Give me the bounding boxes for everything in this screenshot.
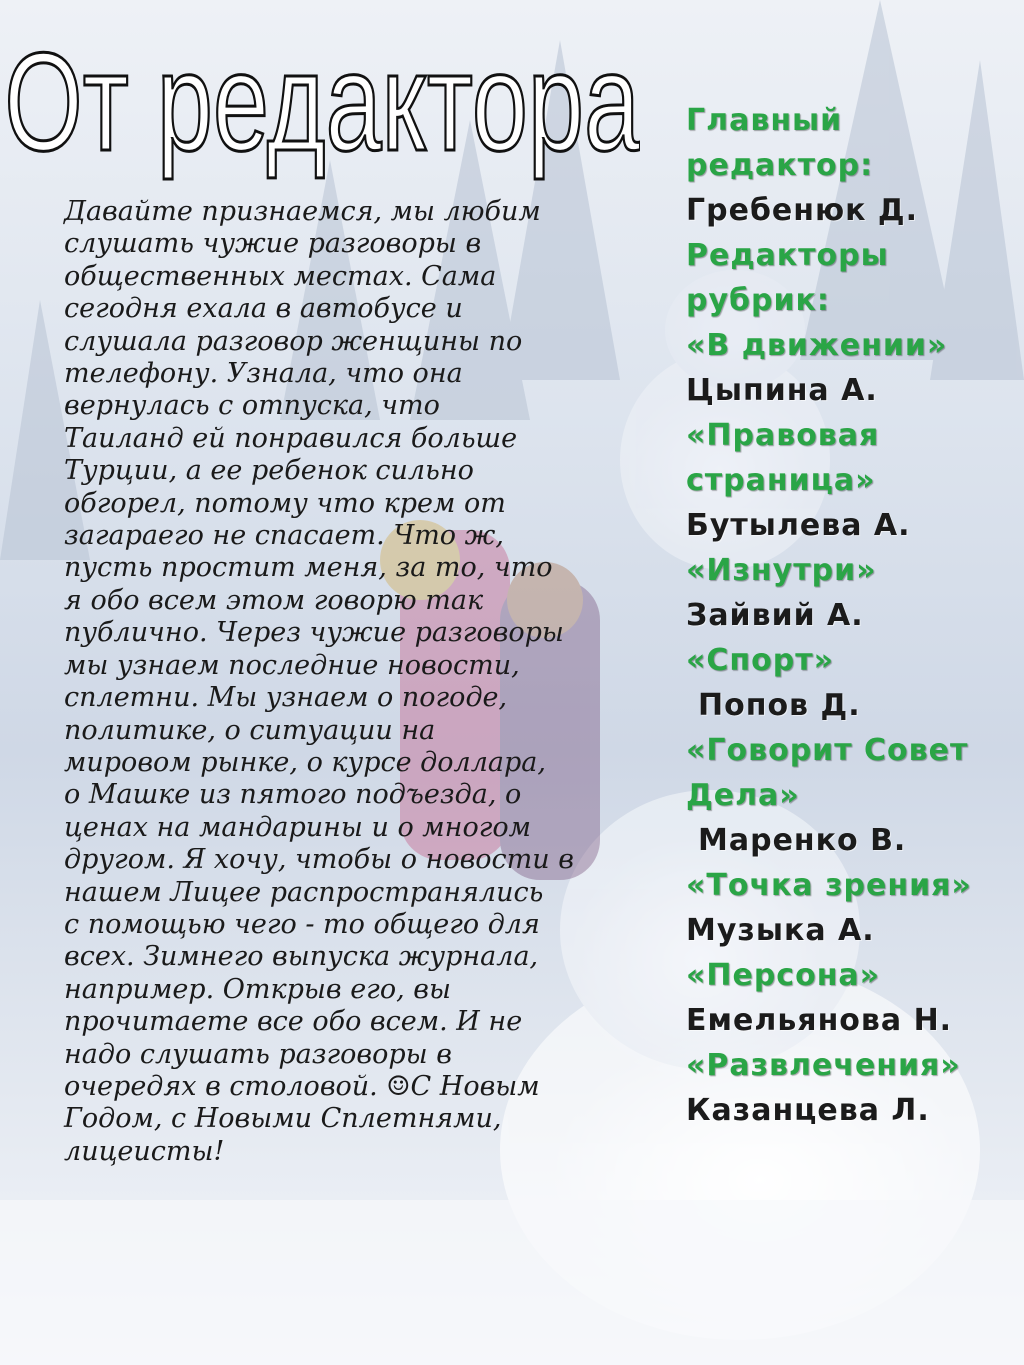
text-line: Турции, а ее ребенок сильно <box>64 455 474 487</box>
text-line: телефону. Узнала, что она <box>64 358 463 390</box>
rubric-name: «В движении» <box>686 328 948 363</box>
text-line: другом. Я хочу, чтобы о новости в <box>64 844 574 876</box>
text-line: обгорел, потому что крем от <box>64 487 506 519</box>
editor-name: Цыпина А. <box>686 373 878 408</box>
editor-name: Попов Д. <box>698 688 861 723</box>
text-line: пусть простит меня, за то, что <box>64 552 553 584</box>
chief-editor-name: Гребенюк Д. <box>686 193 919 228</box>
text-line: очередях в столовой. ☺С Новым <box>64 1070 540 1102</box>
rubric-name: страница» <box>686 463 876 498</box>
rubric-name: «Персона» <box>686 958 881 993</box>
editorial-staff-list <box>686 98 1016 1133</box>
text-line: нашем Лицее распространялись <box>64 876 544 908</box>
text-line: мировом рынке, о курсе доллара, <box>64 746 546 778</box>
text-line: слушать чужие разговоры в <box>64 228 482 260</box>
editor-name: Зайвий А. <box>686 598 864 633</box>
rubric-name: «Правовая <box>686 418 880 453</box>
text-line: Таиланд ей понравился больше <box>64 422 518 454</box>
rubric-name: «Точка зрения» <box>686 868 972 903</box>
text-line: слушала разговор женщины по <box>64 325 523 357</box>
text-line: загараего не спасает. Что ж, <box>64 520 504 552</box>
editor-name: Емельянова Н. <box>686 1003 953 1038</box>
text-line: надо слушать разговоры в <box>64 1038 452 1070</box>
rubric-editors-label: Редакторы <box>686 238 889 273</box>
page-title <box>0 0 640 190</box>
rubric-name: «Изнутри» <box>686 553 877 588</box>
text-line: вернулась с отпуска, что <box>64 390 440 422</box>
text-line: сплетни. Мы узнаем о погоде, <box>64 682 508 714</box>
text-line: сегодня ехала в автобусе и <box>64 293 463 325</box>
rubric-name: «Спорт» <box>686 643 834 678</box>
chief-editor-label: Главный <box>686 103 843 138</box>
text-line: политике, о ситуации на <box>64 714 436 746</box>
chief-editor-label: редактор: <box>686 148 874 183</box>
text-line: общественных местах. Сама <box>64 260 497 292</box>
text-line: лицеисты! <box>64 1135 225 1167</box>
text-line: о Машке из пятого подъезда, о <box>64 779 522 811</box>
text-line: ценах на мандарины и о многом <box>64 811 532 843</box>
text-line: всех. Зимнего выпуска журнала, <box>64 941 539 973</box>
text-line: публично. Через чужие разговоры <box>64 617 564 649</box>
editor-name: Музыка А. <box>686 913 875 948</box>
text-line: Давайте признаемся, мы любим <box>64 196 541 227</box>
editor-name: Маренко В. <box>698 823 907 858</box>
rubric-name: «Развлечения» <box>686 1048 961 1083</box>
text-line: с помощью чего - то общего для <box>64 908 540 940</box>
editor-name: Казанцева Л. <box>686 1093 930 1128</box>
text-line: мы узнаем последние новости, <box>64 649 520 681</box>
rubric-name: «Говорит Совет <box>686 733 969 768</box>
text-line: например. Открыв его, вы <box>64 973 451 1005</box>
text-line: я обо всем этом говорю так <box>64 584 484 616</box>
text-line: Годом, с Новыми Сплетнями, <box>64 1103 502 1135</box>
rubric-editors-label: рубрик: <box>686 283 830 318</box>
title-text: От редактора <box>4 23 640 180</box>
rubric-name: Дела» <box>686 778 800 813</box>
text-line: прочитаете все обо всем. И не <box>64 1006 523 1038</box>
editor-name: Бутылева А. <box>686 508 911 543</box>
editorial-text <box>64 196 594 1168</box>
